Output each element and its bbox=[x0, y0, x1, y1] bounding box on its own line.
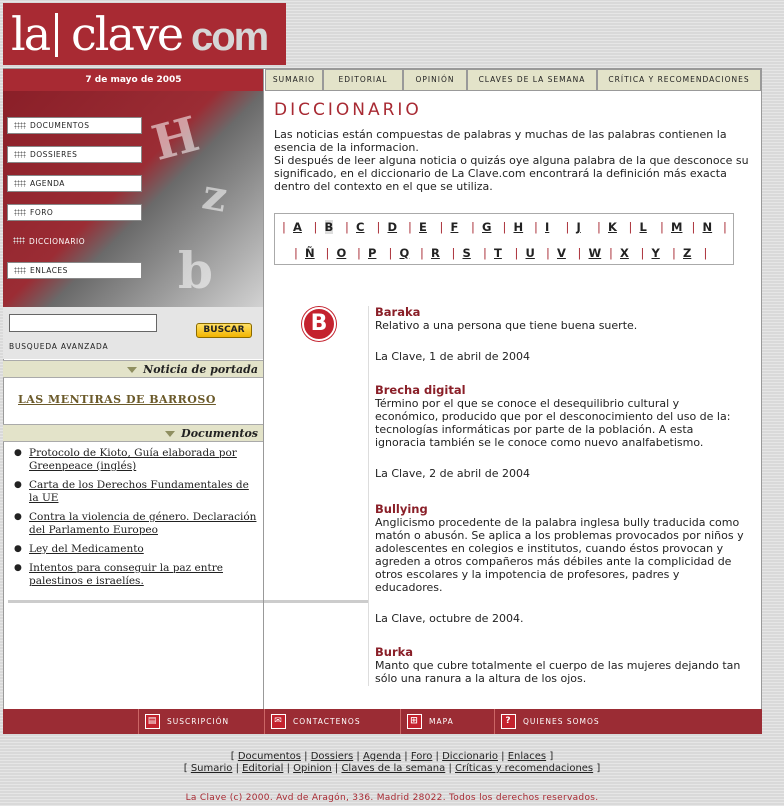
footer-link[interactable]: Dossiers bbox=[310, 751, 354, 762]
letter-link-s[interactable]: S bbox=[462, 246, 471, 260]
footer-suscripcion[interactable] bbox=[138, 709, 263, 734]
entry-definition: Término por el que se conoce el desequilibrio cultural y económico, producido que por el desconocimiento del uso de la: tecnologías informáticas por parte de la población. A esta ignoracia también se le conoce como nuevo analfabetismo. bbox=[375, 397, 731, 449]
entry-source: La Clave, 1 de abril de 2004 bbox=[375, 350, 530, 363]
advanced-search-link[interactable]: BUSQUEDA AVANZADA bbox=[9, 342, 109, 351]
entry-term: Baraka bbox=[375, 305, 421, 319]
footer-link[interactable]: Claves de la semana bbox=[341, 763, 446, 774]
alphabet-index bbox=[274, 213, 734, 265]
footer-contactenos[interactable] bbox=[264, 709, 394, 734]
letter-separator: | bbox=[483, 246, 487, 260]
dots-icon bbox=[14, 209, 26, 216]
search-panel bbox=[3, 307, 264, 359]
dictionary-entry bbox=[375, 502, 745, 625]
letter-link-h[interactable]: H bbox=[513, 220, 524, 234]
triangle-down-icon bbox=[165, 431, 175, 437]
sidebar-item-enlaces[interactable] bbox=[7, 262, 142, 279]
footer-link[interactable]: Enlaces bbox=[507, 751, 547, 762]
entry-definition: Anglicismo procedente de la palabra inglesa bully traducida como matón o abusón. Se aplica a los problemas provocados por niños y adolescentes en colegios e institutos, cuando éstos provocan y agreden a otros compañeros más débiles ante la complicidad de otros escolares y la impotencia de profesores, padres y educadores. bbox=[375, 516, 744, 594]
copyright: La Clave (c) 2000. Avd de Aragón, 336. Madrid 28022. Todos los derechos reservados. bbox=[185, 793, 599, 803]
sidebar-item-agenda[interactable] bbox=[7, 175, 142, 192]
document-icon: ▤ bbox=[145, 714, 160, 729]
document-link[interactable]: Contra la violencia de género. Declaración del Parlamento Europeo bbox=[29, 511, 257, 536]
link-separator: | bbox=[432, 751, 443, 762]
letter-separator: | bbox=[660, 220, 664, 234]
noticia-header bbox=[3, 360, 264, 378]
letter-separator: | bbox=[388, 246, 393, 260]
letter-link-z[interactable]: Z bbox=[683, 246, 692, 260]
letter-separator: | bbox=[282, 220, 286, 234]
sidebar-item-label: DOCUMENTOS bbox=[30, 121, 90, 130]
intro-text bbox=[274, 128, 754, 193]
sitemap-icon: ⊞ bbox=[407, 714, 422, 729]
letter-link-t[interactable]: T bbox=[494, 246, 502, 260]
letter-separator: | bbox=[502, 220, 507, 234]
triangle-down-icon bbox=[127, 367, 137, 373]
letter-link-p[interactable]: P bbox=[368, 246, 377, 260]
letter-separator: | bbox=[640, 246, 645, 260]
dots-icon bbox=[14, 122, 26, 129]
current-letter-badge: B bbox=[302, 307, 336, 341]
document-link[interactable]: Intentos para conseguir la paz entre palestinos e israelíes. bbox=[29, 562, 223, 587]
sidebar-item-label: ENLACES bbox=[30, 266, 68, 275]
letter-separator: | bbox=[565, 220, 570, 234]
link-separator: | bbox=[232, 763, 243, 774]
question-icon: ? bbox=[501, 714, 516, 729]
letter-link-m[interactable]: M bbox=[671, 220, 683, 234]
letter-separator: | bbox=[723, 220, 727, 234]
letter-link-d[interactable]: D bbox=[387, 220, 398, 234]
sidebar-item-label: AGENDA bbox=[30, 179, 65, 188]
footer-mapa[interactable] bbox=[400, 709, 488, 734]
list-item bbox=[13, 447, 259, 473]
intro-paragraph-2: Si después de leer alguna noticia o quizás oye alguna palabra de la que desconoce su significado, en el diccionario de La Clave.com encontrará la definición más exacta dentro del contexto en el que se utiliza. bbox=[274, 154, 749, 193]
letter-separator: | bbox=[628, 220, 633, 234]
alphabet-row-1 bbox=[275, 218, 735, 238]
link-separator: ] bbox=[593, 763, 601, 774]
left-column bbox=[3, 69, 264, 709]
link-separator: | bbox=[401, 751, 411, 762]
divider bbox=[8, 600, 368, 603]
letter-link-f[interactable]: F bbox=[450, 220, 459, 234]
footer-bar bbox=[3, 709, 762, 734]
letter-separator: | bbox=[313, 220, 318, 234]
list-item bbox=[13, 479, 259, 505]
link-separator: | bbox=[497, 751, 508, 762]
entry-source: La Clave, octubre de 2004. bbox=[375, 612, 524, 625]
letter-link-e[interactable]: E bbox=[419, 220, 427, 234]
document-link[interactable]: Protocolo de Kioto, Guía elaborada por Greenpeace (inglés) bbox=[29, 447, 237, 472]
footer-link[interactable]: Opinion bbox=[293, 763, 332, 774]
intro-paragraph-1: Las noticias están compuestas de palabras y muchas de las palabras contienen la esencia de la informacion. bbox=[274, 128, 727, 154]
dots-icon bbox=[14, 151, 26, 158]
dictionary-entry bbox=[375, 305, 745, 363]
dots-icon bbox=[14, 180, 26, 187]
link-separator: | bbox=[353, 751, 363, 762]
letter-separator: | bbox=[691, 220, 696, 234]
letter-separator: | bbox=[345, 220, 349, 234]
letter-link-v[interactable]: V bbox=[557, 246, 566, 260]
list-item bbox=[13, 543, 259, 556]
sidebar-item-diccionario[interactable] bbox=[7, 233, 142, 250]
footer-link[interactable]: Sumario bbox=[190, 763, 233, 774]
noticia-header-label: Noticia de portada bbox=[143, 363, 258, 376]
letter-separator: | bbox=[597, 220, 601, 234]
letter-link-j[interactable]: J bbox=[576, 220, 581, 234]
footer-item-label: CONTACTENOS bbox=[293, 717, 361, 726]
headline-link[interactable]: LAS MENTIRAS DE BARROSO bbox=[18, 393, 216, 406]
letter-separator: | bbox=[703, 246, 708, 260]
letter-link-q[interactable]: Q bbox=[399, 246, 410, 260]
letter-link-x[interactable]: X bbox=[620, 246, 629, 260]
footer-links-1 bbox=[0, 751, 784, 762]
letter-separator: | bbox=[357, 246, 361, 260]
sidebar-item-label: FORO bbox=[30, 208, 54, 217]
logo-part-clave: clave bbox=[71, 7, 183, 61]
logo-part-com: com bbox=[191, 15, 268, 59]
dots-icon bbox=[14, 267, 26, 274]
footer-link[interactable]: Agenda bbox=[362, 751, 402, 762]
letter-separator: | bbox=[577, 246, 582, 260]
tab-critica[interactable]: CRÍTICA Y RECOMENDACIONES bbox=[597, 69, 761, 91]
link-separator: | bbox=[445, 763, 455, 774]
alphabet-row-2 bbox=[275, 244, 735, 264]
footer-quienes-somos[interactable] bbox=[494, 709, 624, 734]
search-input[interactable] bbox=[9, 314, 157, 332]
bracket: [ bbox=[183, 763, 191, 774]
letter-separator: | bbox=[439, 220, 444, 234]
list-item bbox=[13, 511, 259, 537]
letter-link-g[interactable]: G bbox=[482, 220, 492, 234]
letter-link-c[interactable]: C bbox=[356, 220, 365, 234]
column-divider bbox=[263, 69, 264, 709]
envelope-icon: ✉ bbox=[271, 714, 286, 729]
letter-separator: | bbox=[420, 246, 424, 260]
decor-letter-b-icon: b bbox=[178, 241, 213, 300]
footer-item-label: SUSCRIPCIÓN bbox=[167, 717, 230, 726]
site-logo[interactable] bbox=[3, 3, 286, 65]
letter-separator: | bbox=[325, 246, 330, 260]
top-nav bbox=[265, 69, 761, 91]
sidebar-item-foro[interactable] bbox=[7, 204, 142, 221]
footer-link[interactable]: Críticas y recomendaciones bbox=[455, 763, 594, 774]
document-link[interactable]: Ley del Medicamento bbox=[29, 543, 144, 555]
letter-link-k[interactable]: K bbox=[608, 220, 617, 234]
letter-link-ñ[interactable]: Ñ bbox=[305, 246, 315, 260]
link-separator: ] bbox=[546, 751, 554, 762]
link-separator: | bbox=[331, 763, 342, 774]
footer-link[interactable]: Diccionario bbox=[442, 751, 498, 762]
dictionary-entry bbox=[375, 645, 745, 685]
logo-part-la: la bbox=[11, 7, 50, 61]
sidebar-item-label: DICCIONARIO bbox=[29, 237, 86, 246]
letter-separator: | bbox=[408, 220, 412, 234]
letter-separator: | bbox=[376, 220, 381, 234]
letter-link-u[interactable]: U bbox=[525, 246, 535, 260]
letter-link-a[interactable]: A bbox=[293, 220, 302, 234]
letter-link-b[interactable]: B bbox=[324, 220, 334, 234]
link-separator: | bbox=[300, 751, 311, 762]
entry-term: Brecha digital bbox=[375, 383, 466, 397]
letter-link-w[interactable]: W bbox=[588, 246, 602, 260]
letter-separator: | bbox=[609, 246, 613, 260]
entry-definition: Relativo a una persona que tiene buena suerte. bbox=[375, 319, 638, 332]
letter-link-y[interactable]: Y bbox=[651, 246, 660, 260]
footer-link[interactable]: Documentos bbox=[237, 751, 301, 762]
bracket: [ bbox=[230, 751, 238, 762]
letter-separator: | bbox=[672, 246, 676, 260]
letter-separator: | bbox=[514, 246, 519, 260]
letter-link-l[interactable]: L bbox=[639, 220, 647, 234]
sidebar-item-documentos[interactable] bbox=[7, 117, 142, 134]
search-button[interactable]: BUSCAR bbox=[196, 323, 252, 338]
letter-separator: | bbox=[471, 220, 475, 234]
page-title: DICCIONARIO bbox=[274, 100, 422, 120]
footer-item-label: QUIENES SOMOS bbox=[523, 717, 600, 726]
documentos-header-label: Documentos bbox=[181, 427, 258, 440]
dots-icon bbox=[13, 237, 25, 244]
date-bar: 7 de mayo de 2005 bbox=[3, 69, 264, 91]
letter-separator: | bbox=[294, 246, 298, 260]
logo-divider bbox=[55, 13, 58, 57]
letter-link-n[interactable]: N bbox=[702, 220, 713, 234]
letter-separator: | bbox=[534, 220, 538, 234]
letter-separator: | bbox=[546, 246, 550, 260]
footer-item-label: MAPA bbox=[429, 717, 454, 726]
footer-links-2 bbox=[0, 763, 784, 774]
letter-link-r[interactable]: R bbox=[431, 246, 440, 260]
entry-source: La Clave, 2 de abril de 2004 bbox=[375, 467, 530, 480]
entry-term: Burka bbox=[375, 645, 414, 659]
tab-opinion[interactable]: OPINIÓN bbox=[403, 69, 467, 91]
decor-letter-z-icon: z bbox=[198, 169, 231, 222]
footer-link[interactable]: Editorial bbox=[242, 763, 284, 774]
sidebar-item-label: DOSSIERES bbox=[30, 150, 78, 159]
entry-definition: Manto que cubre totalmente el cuerpo de las mujeres dejando tan sólo una ranura a la altura de los ojos. bbox=[375, 659, 741, 685]
footer-link[interactable]: Foro bbox=[410, 751, 433, 762]
entries-divider bbox=[368, 306, 369, 686]
dictionary-entry bbox=[375, 383, 745, 480]
letter-link-o[interactable]: O bbox=[336, 246, 347, 260]
list-item bbox=[13, 562, 259, 588]
tab-editorial[interactable]: EDITORIAL bbox=[323, 69, 403, 91]
letter-link-i[interactable]: I bbox=[545, 220, 550, 234]
tab-sumario[interactable]: SUMARIO bbox=[265, 69, 323, 91]
documentos-list bbox=[13, 447, 259, 594]
sidebar-item-dossieres[interactable] bbox=[7, 146, 142, 163]
sidebar-nav bbox=[3, 91, 264, 307]
entry-term: Bullying bbox=[375, 502, 428, 516]
letter-separator: | bbox=[451, 246, 456, 260]
decor-letter-h-icon: H bbox=[146, 106, 205, 172]
tab-claves-semana[interactable]: CLAVES DE LA SEMANA bbox=[467, 69, 597, 91]
link-separator: | bbox=[283, 763, 294, 774]
document-link[interactable]: Carta de los Derechos Fundamentales de la UE bbox=[29, 479, 249, 504]
documentos-header bbox=[3, 424, 264, 442]
